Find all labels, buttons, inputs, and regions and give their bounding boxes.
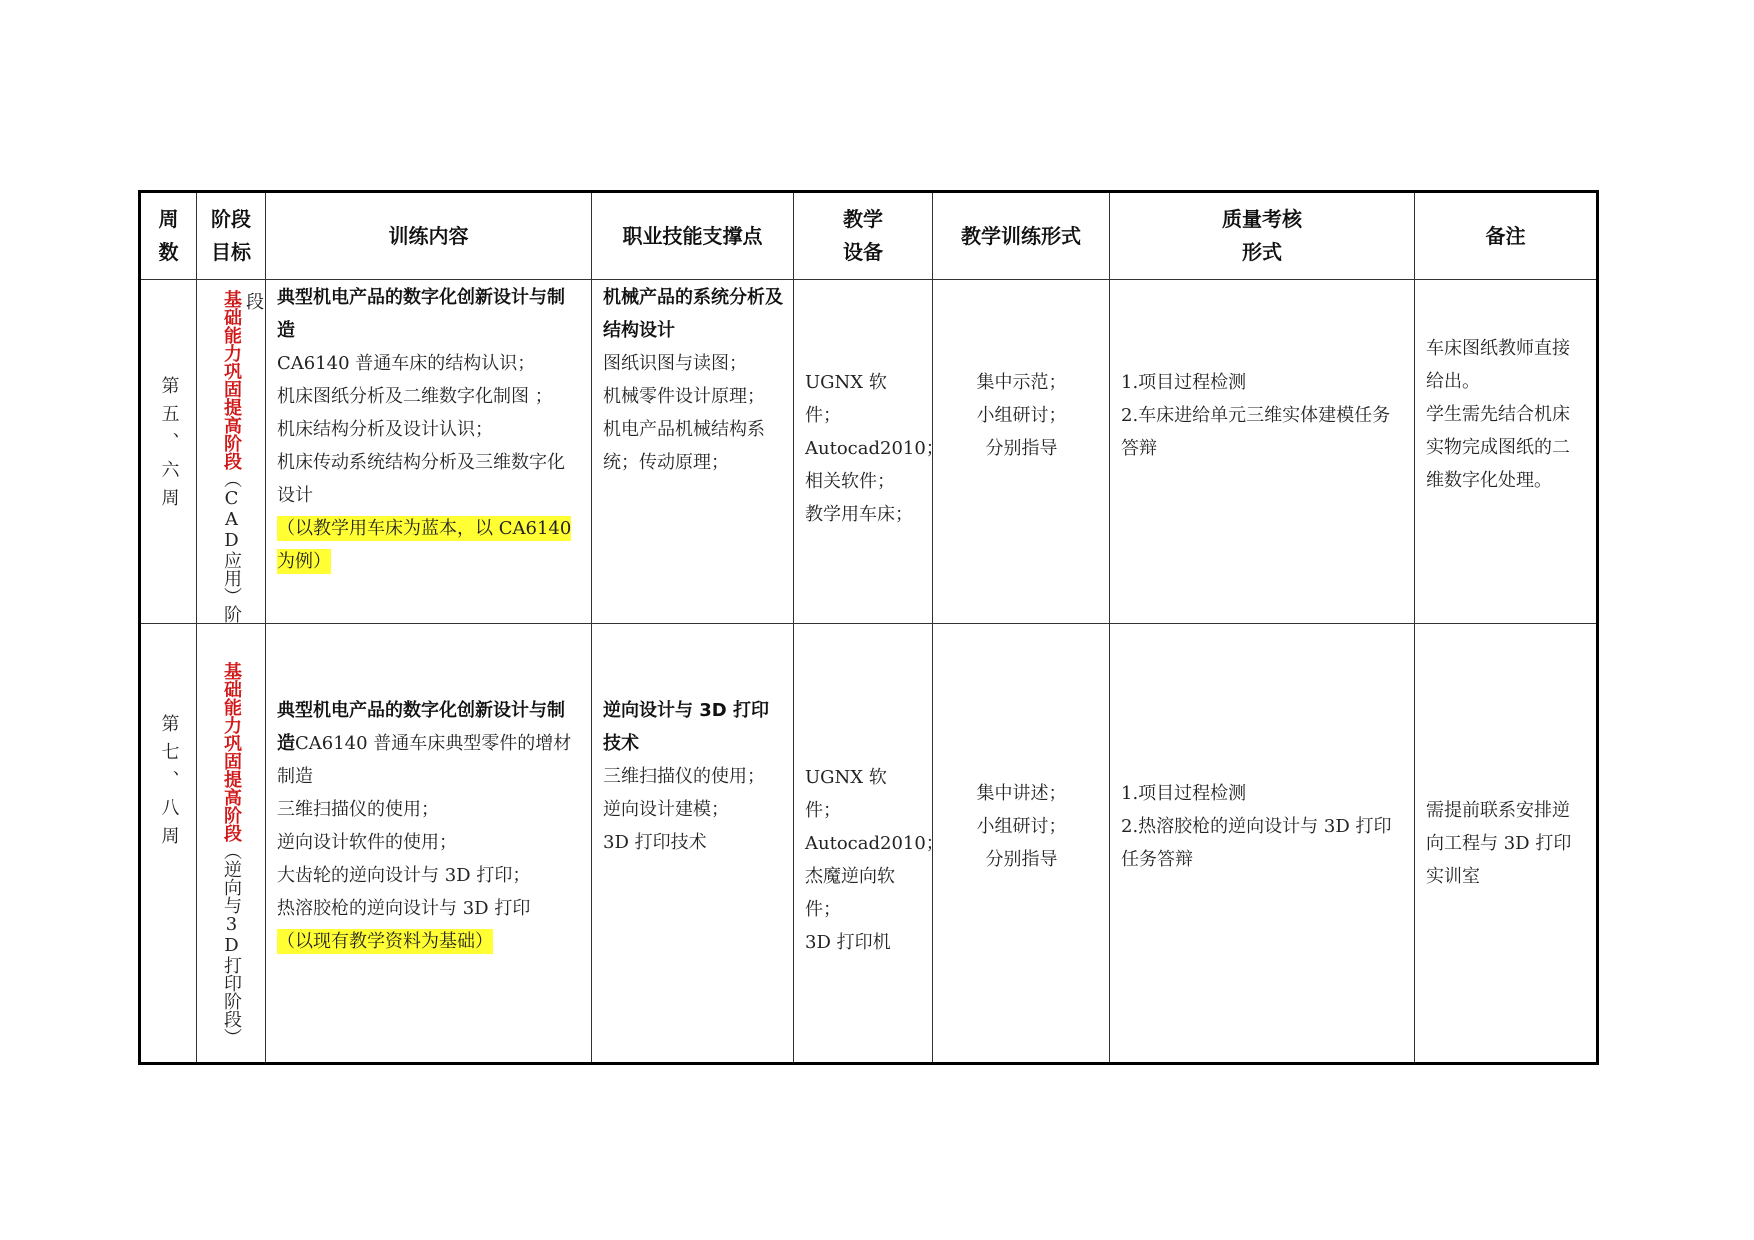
assessment-item: 2.车床进给单元三维实体建模任务答辩: [1121, 405, 1391, 459]
header-assessment: 质量考核 形式: [1110, 192, 1415, 280]
stage-title: 基础能力巩固提高阶段: [221, 662, 242, 842]
skill-line: 图纸识图与读图；: [603, 353, 747, 374]
content-after-title: CA6140 普通车床典型零件的增材制造: [277, 733, 572, 787]
stage-subtitle: （CAD应用）阶: [221, 470, 242, 623]
content-cell: [266, 280, 592, 624]
content-line: 三维扫描仪的使用；: [277, 799, 439, 820]
equipment-cell: [794, 280, 944, 624]
skill-line: 3D 打印技术: [603, 832, 707, 853]
assessment-item: 1.项目过程检测: [1121, 783, 1247, 804]
equipment-item: Autocad2010；: [805, 833, 944, 854]
header-week: 周 数: [140, 192, 197, 280]
table-row: [140, 280, 1598, 624]
note-item: 车床图纸教师直接给出。: [1426, 338, 1570, 392]
form-item: 分别指导: [985, 438, 1058, 459]
content-line: 机床图纸分析及二维数字化制图 ；: [277, 386, 553, 407]
week-label: 第五、六周: [158, 376, 180, 516]
equipment-item: 3D 打印机: [805, 932, 891, 953]
stage-corner-text: 段: [246, 292, 264, 313]
form-item: 集中示范；: [976, 372, 1067, 393]
equipment-cell: [794, 624, 944, 1064]
header-equipment: 教学 设备: [794, 192, 933, 280]
week-cell: [140, 624, 197, 1064]
stage-title: 基础能力巩固提高阶段: [221, 290, 242, 470]
table-row: [140, 624, 1598, 1064]
content-line: 逆向设计软件的使用；: [277, 832, 457, 853]
form-item: 小组研讨；: [976, 405, 1067, 426]
assessment-item: 1.项目过程检测: [1121, 372, 1247, 393]
form-item: 分别指导: [985, 849, 1058, 870]
week-label: 第七、八周: [158, 714, 180, 854]
note-item: 学生需先结合机床实物完成图纸的二维数字化处理。: [1426, 404, 1570, 491]
stage-cell: [197, 624, 266, 1064]
skill-line: 逆向设计建模；: [603, 799, 729, 820]
form-cell: [933, 624, 1110, 1064]
content-highlight: （以现有教学资料为基础）: [277, 931, 493, 952]
skill-line: 三维扫描仪的使用；: [603, 766, 765, 787]
content-highlight: （以教学用车床为蓝本，以 CA6140为例）: [277, 518, 572, 572]
training-plan-table: [138, 190, 1599, 1065]
assessment-cell: [1110, 280, 1415, 624]
header-row: [140, 192, 1598, 280]
notes-cell: [1415, 624, 1598, 1064]
assessment-cell: [1110, 624, 1415, 1064]
stage-subtitle: （逆向与3D打印阶段）: [221, 842, 242, 1046]
form-item: 集中讲述；: [976, 783, 1067, 804]
stage-cell: [197, 280, 266, 624]
skill-line: 机械零件设计原理；: [603, 386, 765, 407]
content-title: 典型机电产品的数字化创新设计与制造: [277, 700, 565, 754]
equipment-item: 教学用车床；: [805, 504, 913, 525]
equipment-item: Autocad2010；: [805, 438, 944, 459]
equipment-item: UGNX 软件；: [805, 372, 887, 426]
content-line: 大齿轮的逆向设计与 3D 打印；: [277, 865, 531, 886]
form-cell: [933, 280, 1110, 624]
header-content: 训练内容: [266, 192, 592, 280]
content-line: 热溶胶枪的逆向设计与 3D 打印: [277, 898, 531, 919]
content-title: 典型机电产品的数字化创新设计与制造: [277, 287, 565, 341]
header-skill: 职业技能支撑点: [592, 192, 794, 280]
content-line: 机床结构分析及设计认识；: [277, 419, 493, 440]
note-item: 需提前联系安排逆向工程与 3D 打印实训室: [1426, 800, 1572, 887]
content-cell: [266, 624, 592, 1064]
skill-cell: [592, 624, 794, 1064]
header-notes: 备注: [1415, 192, 1598, 280]
week-cell: [140, 280, 197, 624]
skill-title: 机械产品的系统分析及结构设计: [603, 287, 783, 341]
content-line: CA6140 普通车床的结构认识；: [277, 353, 536, 374]
form-item: 小组研讨；: [976, 816, 1067, 837]
assessment-item: 2.热溶胶枪的逆向设计与 3D 打印任务答辩: [1121, 816, 1392, 870]
skill-line: 机电产品机械结构系统；传动原理；: [603, 419, 765, 473]
equipment-item: 相关软件；: [805, 471, 895, 492]
equipment-item: 杰魔逆向软件；: [805, 866, 895, 920]
notes-cell: [1415, 280, 1598, 624]
skill-cell: [592, 280, 794, 624]
header-stage: 阶段 目标: [197, 192, 266, 280]
skill-title: 逆向设计与 3D 打印技术: [603, 700, 769, 754]
equipment-item: UGNX 软件；: [805, 767, 887, 821]
content-line: 机床传动系统结构分析及三维数字化设计: [277, 452, 565, 506]
header-form: 教学训练形式: [933, 192, 1110, 280]
